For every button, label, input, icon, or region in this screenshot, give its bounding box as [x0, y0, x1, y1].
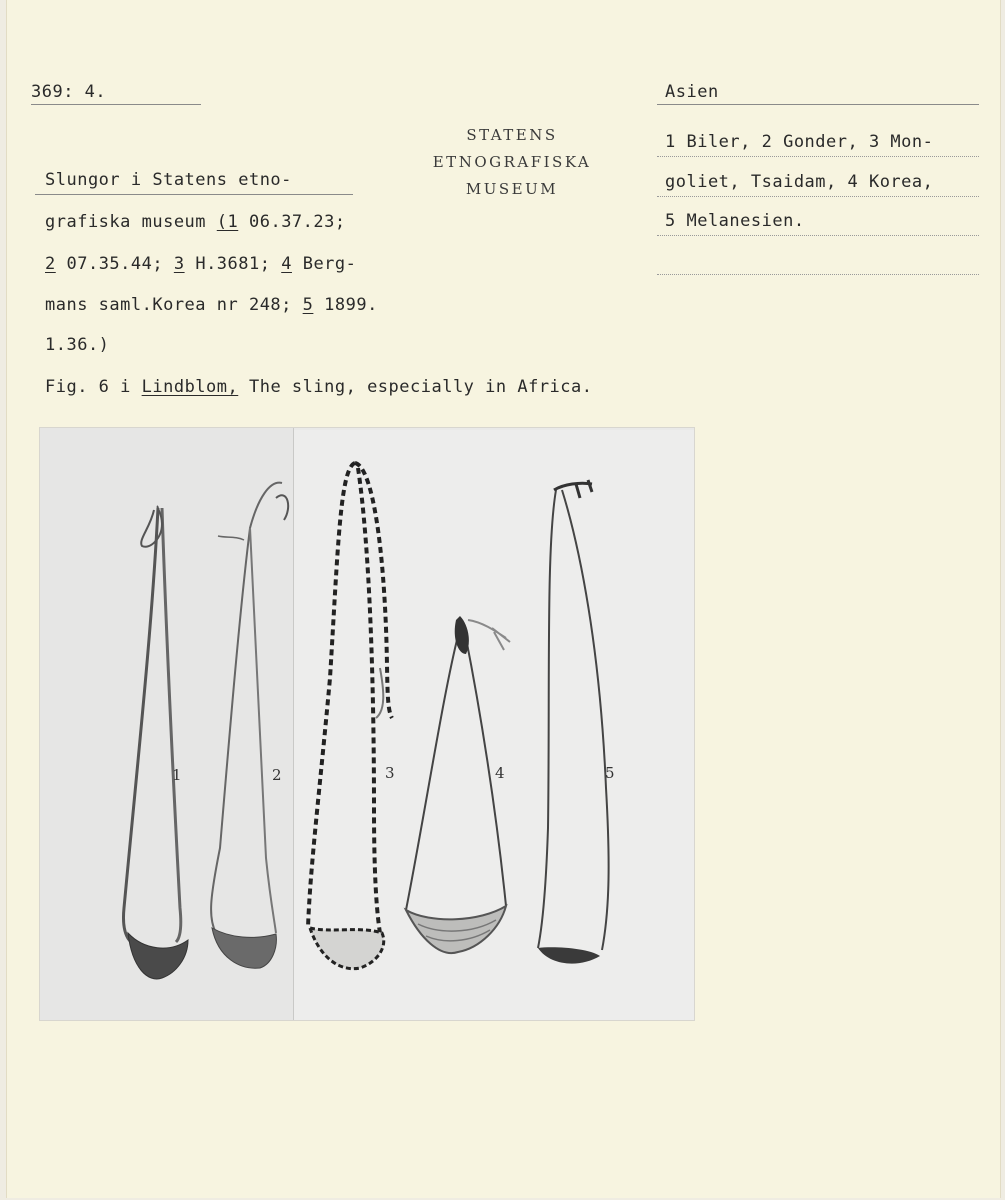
description-line-3: mans saml.Korea nr 248; 5 1899. [45, 295, 378, 315]
museum-name-line-1: STATENS [466, 126, 558, 144]
mark-5: 5 [302, 295, 314, 315]
photo-panel-left [40, 428, 293, 1020]
mark-4: 4 [281, 254, 292, 274]
origins-blank-line [657, 250, 979, 275]
title-line: Slungor i Statens etno- [45, 170, 292, 190]
region-field [657, 82, 979, 105]
sling-label-3: 3 [385, 764, 395, 782]
origins-line-1: 1 Biler, 2 Gonder, 3 Mon- [665, 132, 934, 152]
title-field [35, 170, 353, 195]
figure-prefix: Fig. 6 i [45, 377, 142, 397]
origins-line-3-field [657, 211, 979, 236]
mark-1: (1 [216, 212, 239, 232]
catalog-number: 369: 4. [31, 82, 107, 102]
mark-3: 3 [173, 254, 185, 274]
origins-line-2: goliet, Tsaidam, 4 Korea, [665, 172, 934, 192]
description-line-4: 1.36.) [45, 335, 110, 355]
figure-title: The sling, especially in Africa. [238, 377, 593, 397]
sling-photograph [40, 428, 694, 1020]
origins-line-2-field [657, 172, 979, 197]
sling-photo-drawing [40, 428, 694, 1020]
region: Asien [665, 82, 719, 102]
catalog-number-field [31, 82, 201, 105]
figure-author: Lindblom, [141, 377, 239, 397]
sling-label-5: 5 [605, 764, 615, 782]
sling-label-1: 1 [172, 766, 182, 784]
description-line-2: 2 07.35.44; 3 H.3681; 4 Berg- [45, 254, 357, 274]
figure-reference [45, 377, 593, 397]
sling-label-2: 2 [272, 766, 282, 784]
sling-label-4: 4 [495, 764, 505, 782]
description-line-1: grafiska museum (1 06.37.23; [45, 212, 346, 232]
museum-name-line-3: MUSEUM [465, 180, 559, 198]
museum-name-line-2: ETNOGRAFISKA [432, 153, 592, 171]
origins-line-3: 5 Melanesien. [665, 211, 805, 231]
mark-2: 2 [45, 254, 56, 274]
museum-heading [387, 122, 637, 203]
origins-line-1-field [657, 132, 979, 157]
